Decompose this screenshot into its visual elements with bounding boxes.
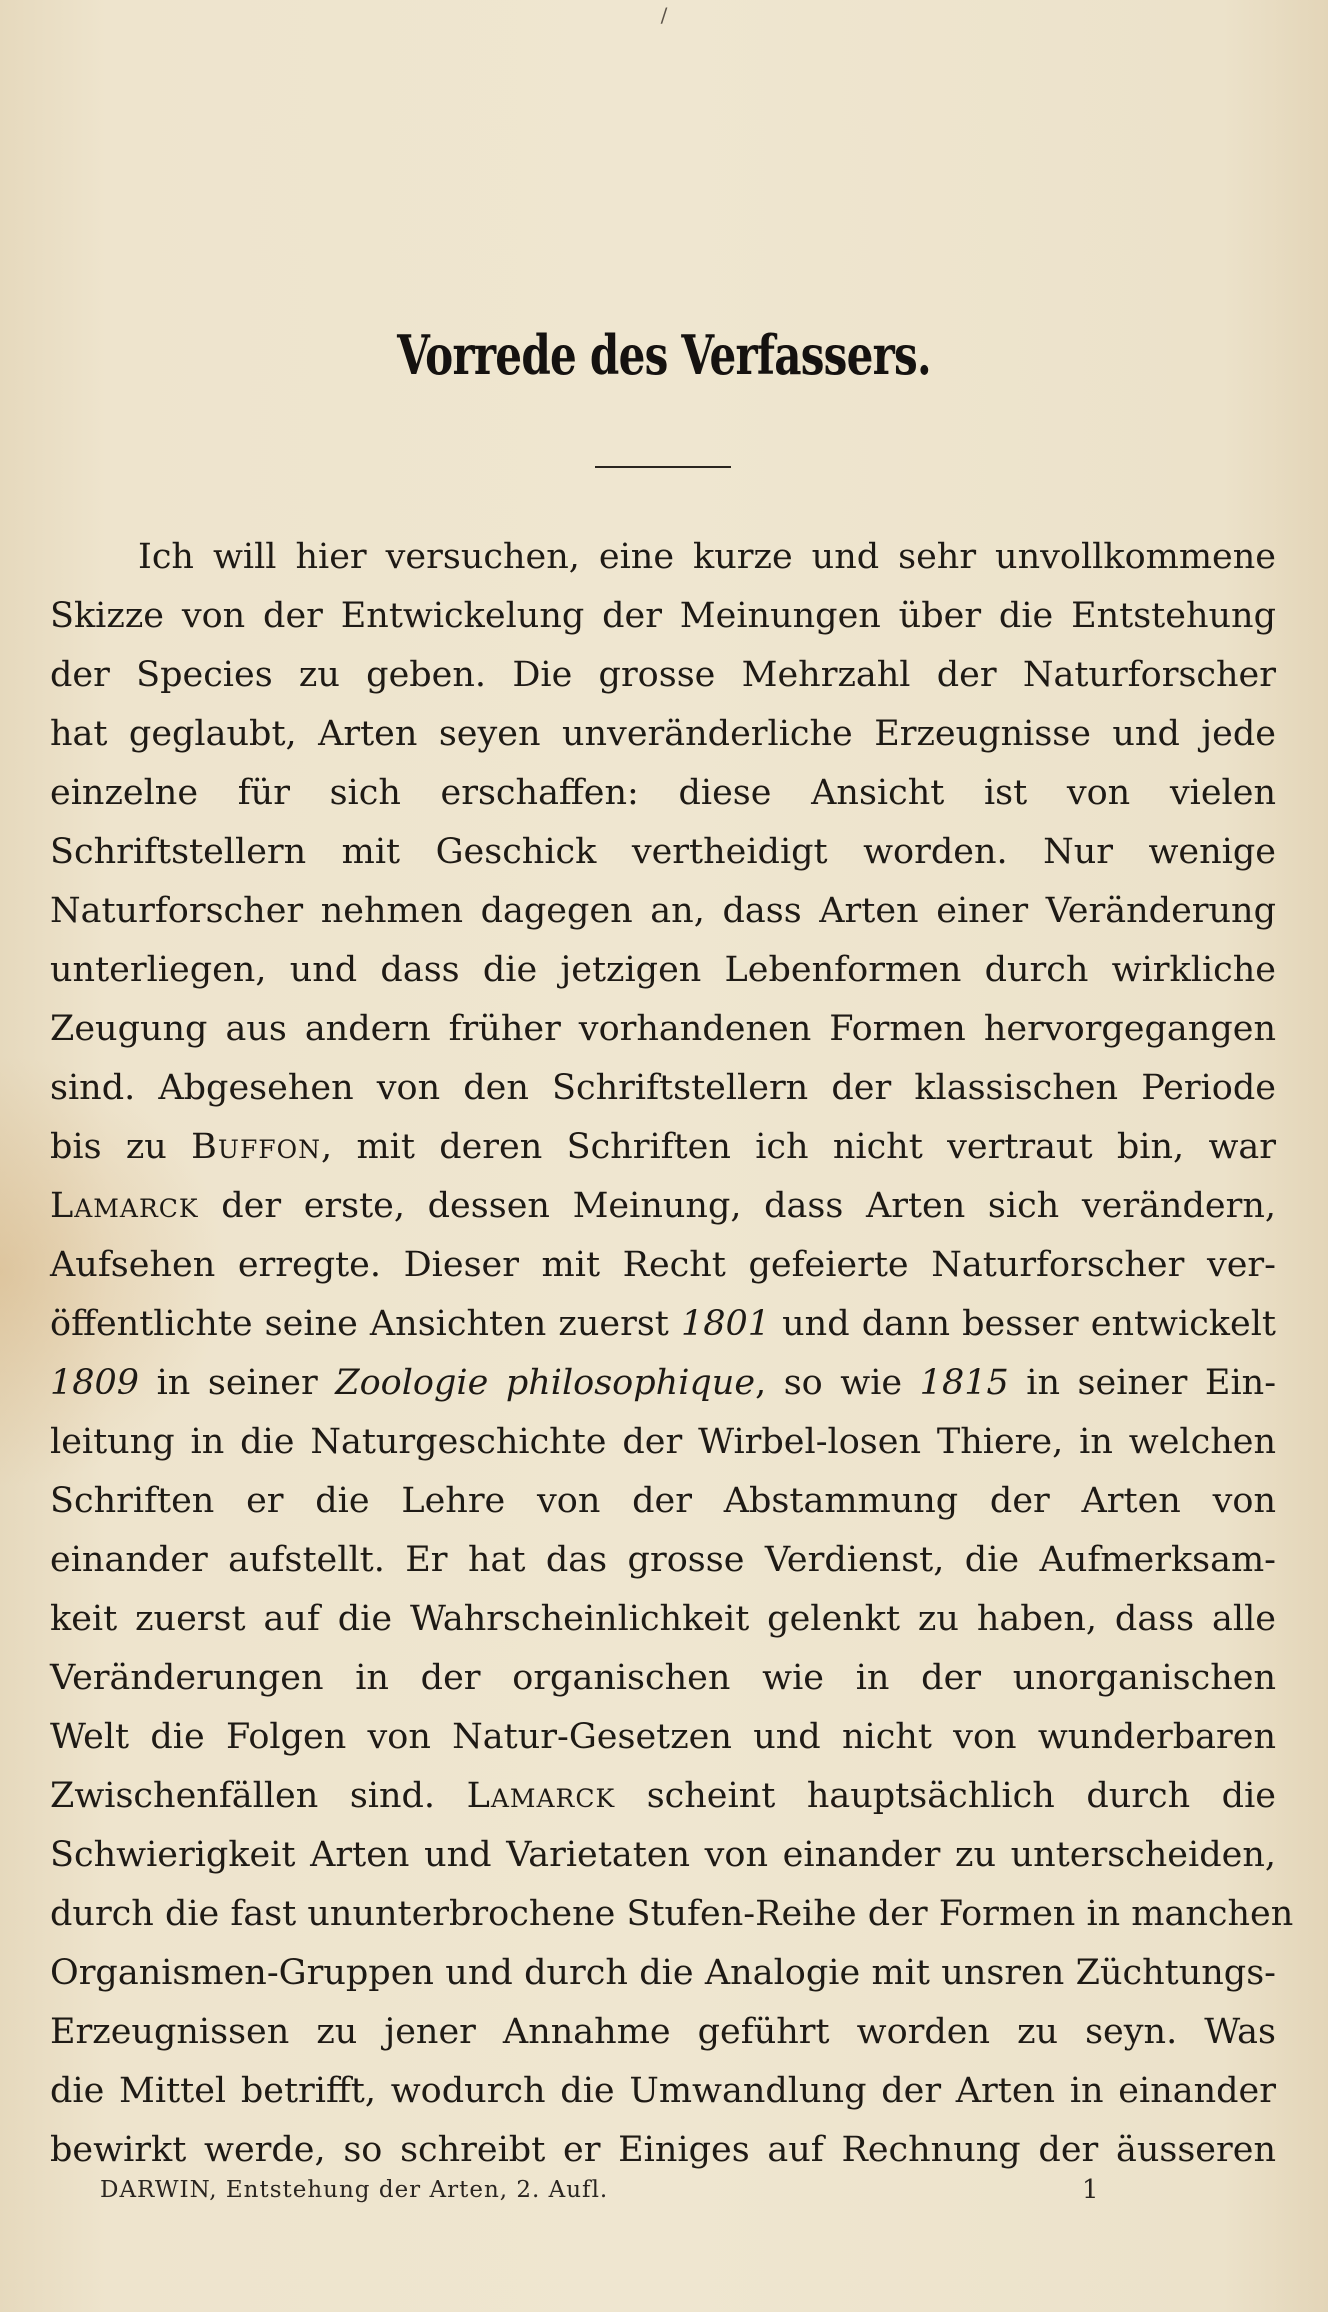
italic-text: 1801	[680, 1304, 771, 1344]
text-run: in seiner Ein-	[1008, 1363, 1277, 1403]
text-run: Schwierigkeit Arten und Varietaten von einander zu unterscheiden,	[50, 1835, 1276, 1875]
text-line	[50, 1944, 1276, 2003]
text-run: öffentlichte seine Ansichten zuerst	[50, 1304, 681, 1344]
text-line	[50, 1885, 1294, 1944]
text-run: Erzeugnissen zu jener Annahme geführt worden zu seyn. Was	[50, 2012, 1276, 2052]
text-line	[50, 646, 1276, 705]
text-run: einzelne für sich erschaffen: diese Ansicht ist von vielen	[50, 773, 1276, 813]
text-line	[50, 1531, 1276, 1590]
page-number: 1	[1082, 2175, 1099, 2205]
text-run: und dann besser entwickelt	[770, 1304, 1276, 1344]
text-run: einander aufstellt. Er hat das grosse Verdienst, die Aufmerksam-	[50, 1540, 1276, 1580]
text-line	[50, 1295, 1276, 1354]
text-line	[50, 1118, 1276, 1177]
text-line	[50, 1236, 1276, 1295]
text-run: Zeugung aus andern früher vorhandenen Formen hervorgegangen	[50, 1009, 1276, 1049]
text-run: Schriften er die Lehre von der Abstammung der Arten von	[50, 1481, 1276, 1521]
text-line	[50, 1649, 1276, 1708]
text-line	[50, 1000, 1276, 1059]
body-text	[50, 528, 1294, 2180]
text-line	[50, 1708, 1276, 1767]
text-run: unterliegen, und dass die jetzigen Lebenformen durch wirkliche	[50, 950, 1276, 990]
text-run: Veränderungen in der organischen wie in der unorganischen	[50, 1658, 1276, 1698]
top-mark: /	[660, 3, 668, 27]
text-line	[50, 2003, 1276, 2062]
text-line	[50, 587, 1276, 646]
text-run: Welt die Folgen von Natur-Gesetzen und nicht von wunderbaren	[50, 1717, 1276, 1757]
text-run: Naturforscher nehmen dagegen an, dass Arten einer Veränderung	[50, 891, 1276, 931]
text-run: , mit deren Schriften ich nicht vertraut bin, war	[321, 1127, 1277, 1167]
text-line	[50, 1767, 1276, 1826]
text-line	[50, 1590, 1276, 1649]
text-run: Organismen-Gruppen und durch die Analogie mit unsren Züchtungs-	[50, 1953, 1276, 1993]
text-line	[50, 823, 1276, 882]
author-name: Lamarck	[466, 1776, 616, 1816]
page-title: Vorrede des Verfassers.	[397, 323, 931, 387]
text-run: Aufsehen erregte. Dieser mit Recht gefeierte Naturforscher ver-	[50, 1245, 1276, 1285]
text-line	[50, 941, 1276, 1000]
text-line	[50, 705, 1276, 764]
text-run: hat geglaubt, Arten seyen unveränderliche Erzeugnisse und jede	[50, 714, 1276, 754]
italic-text: 1815	[919, 1363, 1009, 1403]
text-line	[50, 1826, 1276, 1885]
text-run: sind. Abgesehen von den Schriftstellern der klassischen Periode	[50, 1068, 1276, 1108]
author-name: Buffon	[191, 1127, 322, 1167]
italic-text: Zoologie philosophique	[335, 1363, 756, 1403]
text-run: leitung in die Naturgeschichte der Wirbel-losen Thiere, in welchen	[50, 1422, 1276, 1462]
text-run: keit zuerst auf die Wahrscheinlichkeit gelenkt zu haben, dass alle	[50, 1599, 1276, 1639]
text-run: der Species zu geben. Die grosse Mehrzahl der Naturforscher	[50, 655, 1276, 695]
text-line	[50, 1413, 1276, 1472]
text-run: Zwischenfällen sind.	[50, 1776, 467, 1816]
text-run: bewirkt werde, so schreibt er Einiges auf Rechnung der äusseren	[50, 2130, 1276, 2170]
text-run: die Mittel betrifft, wodurch die Umwandlung der Arten in einander	[50, 2071, 1276, 2111]
author-name: Lamarck	[50, 1186, 199, 1226]
text-line	[50, 764, 1276, 823]
text-run: Skizze von der Entwickelung der Meinungen über die Entstehung	[50, 596, 1276, 636]
text-run: der erste, dessen Meinung, dass Arten sich verändern,	[198, 1186, 1276, 1226]
text-run: scheint hauptsächlich durch die	[615, 1776, 1276, 1816]
text-line	[50, 528, 1276, 587]
italic-text: 1809	[50, 1363, 140, 1403]
text-line	[50, 882, 1276, 941]
footer-running-title: DARWIN, Entstehung der Arten, 2. Aufl.	[100, 2177, 609, 2203]
text-run: bis zu	[50, 1127, 192, 1167]
text-line	[50, 1059, 1276, 1118]
text-run: durch die fast ununterbrochene Stufen-Reihe der Formen in manchen	[50, 1894, 1294, 1934]
text-run: Ich will hier versuchen, eine kurze und sehr unvollkommene	[138, 537, 1276, 577]
text-line	[50, 1472, 1276, 1531]
text-line	[50, 2062, 1276, 2121]
text-run: in seiner	[139, 1363, 336, 1403]
text-line	[50, 1354, 1276, 1413]
text-run: Schriftstellern mit Geschick vertheidigt worden. Nur wenige	[50, 832, 1276, 872]
title-rule	[595, 466, 731, 468]
text-line	[50, 1177, 1276, 1236]
text-run: , so wie	[755, 1363, 920, 1403]
page-footer	[100, 2170, 1200, 2210]
